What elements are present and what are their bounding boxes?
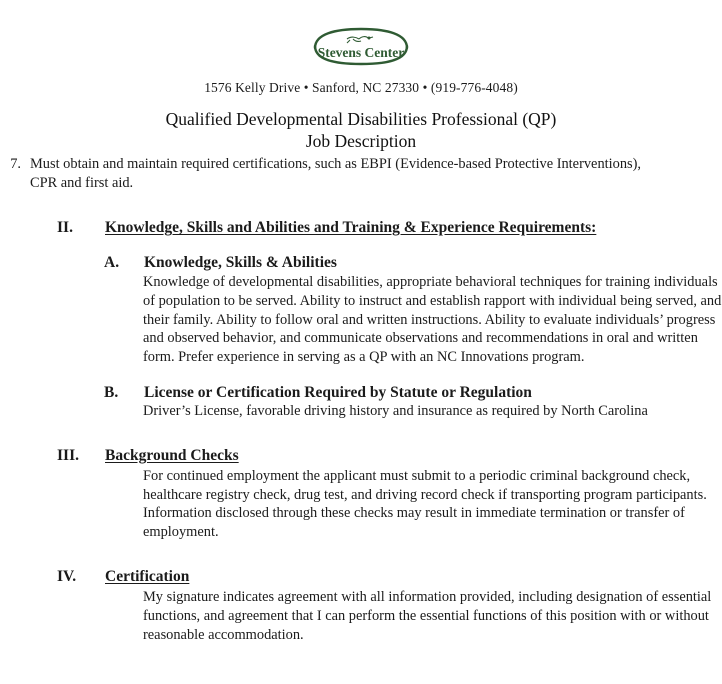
- section-iv-title: Certification: [105, 568, 190, 586]
- page-title: Qualified Developmental Disabilities Professional (QP): [165, 109, 557, 129]
- section-ii-title: Knowledge, Skills and Abilities and Training & Experience Requirements:: [105, 219, 597, 237]
- section-iv-numeral: IV.: [57, 568, 77, 586]
- section-iii-heading: [0, 447, 722, 465]
- subsection-a-body: Knowledge of developmental disabilities, appropriate behavioral techniques for training individuals of population to be served. Ability to instruct and establish rapport with individual being served, and their family. Ability to follow oral and written instructions. Ability to evaluate individuals’ progress and observed behavior, and communicate observations and recommendations in oral and written form. Prefer experience in serving as a QP with an NC Innovations program.: [143, 274, 722, 366]
- subsection-b-body: Driver’s License, favorable driving history and insurance as required by North Carolina: [143, 403, 648, 420]
- address-line: 1576 Kelly Drive • Sanford, NC 27330 • (919-776-4048): [204, 80, 518, 95]
- section-iii: [0, 447, 722, 542]
- section-iii-body-wrap: [0, 467, 722, 542]
- subsection-a-title: Knowledge, Skills & Abilities: [144, 254, 337, 272]
- section-iv: [0, 568, 722, 644]
- subsection-b: [0, 384, 722, 402]
- section-iv-body-wrap: [0, 588, 722, 644]
- subsection-b-letter: B.: [104, 384, 119, 402]
- list-item-text: Must obtain and maintain required certifications, such as EBPI (Evidence-based Protective Interventions), CPR and first aid.: [30, 155, 642, 191]
- letterhead: [0, 0, 722, 96]
- subsection-a-body-wrap: [0, 273, 722, 367]
- subsection-b-title: License or Certification Required by Statute or Regulation: [144, 384, 532, 402]
- section-iii-body: For continued employment the applicant must submit to a periodic criminal background check, healthcare registry check, drug test, and driving record check if transporting program participants. Information disclosed through these checks may result in immediate termination or transfer of employment.: [143, 467, 707, 541]
- list-item-number: 7.: [10, 155, 21, 172]
- bird-icon: [347, 37, 373, 44]
- section-ii-numeral: II.: [57, 219, 73, 237]
- subsection-a-letter: A.: [104, 254, 120, 272]
- section-ii: [0, 219, 722, 421]
- subsection-a: [0, 254, 722, 272]
- subsection-b-body-wrap: [0, 402, 722, 421]
- logo-wordmark: Stevens Center: [317, 45, 405, 60]
- section-iv-heading: [0, 568, 722, 586]
- subsection-b-heading: [104, 384, 722, 402]
- section-ii-heading: [0, 219, 722, 237]
- list-item: [0, 155, 722, 193]
- section-iii-title: Background Checks: [105, 446, 239, 464]
- section-iv-body: My signature indicates agreement with all information provided, including designation of essential functions, and agreement that I can perform the essential functions of this position with or without reasonable accommodation.: [143, 589, 712, 643]
- page-subtitle: Job Description: [305, 131, 417, 152]
- logo-svg: [309, 26, 413, 66]
- subsection-a-heading: [104, 254, 722, 272]
- stevens-center-logo: [309, 26, 413, 66]
- section-iii-numeral: III.: [57, 446, 79, 464]
